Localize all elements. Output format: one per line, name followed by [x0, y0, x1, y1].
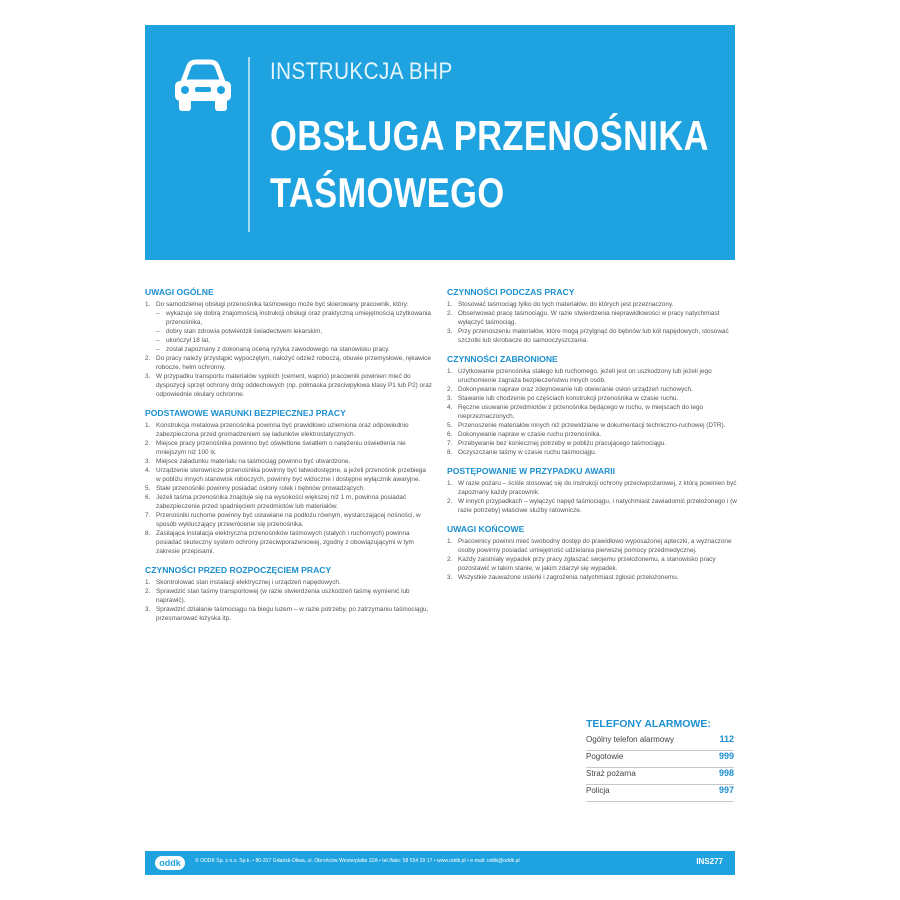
list-item — [145, 439, 432, 457]
list-item — [447, 309, 737, 327]
list-item-text: został zapoznany z dokonaną oceną ryzyka zawodowego na stanowisku pracy. — [166, 346, 390, 353]
list-item-text: Dokonywanie napraw oraz zdejmowanie lub otwieranie osłon urządzeń ruchowych. — [458, 386, 693, 393]
phone-row — [586, 751, 734, 768]
phone-number: 112 — [719, 734, 734, 744]
list-marker: 2. — [447, 498, 453, 505]
list-item — [447, 367, 737, 385]
list-item — [145, 372, 432, 399]
list-marker: 5. — [145, 485, 151, 492]
list-marker: 1. — [447, 368, 453, 375]
list-item — [447, 439, 737, 448]
list-item-text: Skontrolować stan instalacji elektrycznej i urządzeń napędowych. — [156, 579, 341, 586]
list-marker: – — [156, 310, 160, 317]
section-title-podstawowe-warunki-bezpiecznej-pracy: PODSTAWOWE WARUNKI BEZPIECZNEJ PRACY — [145, 408, 346, 418]
list-item — [145, 493, 432, 511]
list-item — [447, 300, 737, 309]
list-item-text: Wszystkie zauważone usterki i zagrożenia natychmiast zgłosić przełożonemu. — [458, 574, 679, 581]
list-item-text: Stosować taśmociąg tylko do tych materiałów, do których jest przeznaczony. — [458, 301, 674, 308]
section-title-postepowanie-w-przypadku-awarii: POSTĘPOWANIE W PRZYPADKU AWARII — [447, 466, 616, 476]
list-marker: 2. — [447, 310, 453, 317]
list-item-text: Miejsce załadunku materiału na taśmociąg powinno być utwardzone. — [156, 458, 351, 465]
footer-contact: © ODDK Sp. z o.o. Sp.k. • 80-317 Gdańsk-Oliwa, ul. Obrońców Westerplatte 32A • tel./faks: 58 554 29 17 • www.oddk.pl • e-mail: oddk@oddk.pl — [195, 858, 520, 864]
list-item-text: Do samodzielnej obsługi przenośnika taśmowego może być skierowany pracownik, który: — [156, 301, 409, 308]
list-item — [145, 300, 432, 309]
list-item — [145, 484, 432, 493]
list-item-text: Stawanie lub chodzenie po częściach konstrukcji przenośnika w czasie ruchu. — [458, 395, 679, 402]
list-marker: 8. — [447, 449, 453, 456]
list-item — [145, 578, 432, 587]
list-marker: – — [156, 337, 160, 344]
sub-list-item — [145, 336, 432, 345]
list-item — [447, 555, 737, 573]
section-title-czynnosci-podczas-pracy: CZYNNOŚCI PODCZAS PRACY — [447, 287, 575, 297]
list-item-text: Obserwować pracę taśmociągu. W razie stwierdzenia nieprawidłowości w pracy natychmiast wyłączyć taśmociąg. — [458, 310, 720, 326]
list-marker: 4. — [145, 467, 151, 474]
list-item — [447, 421, 737, 430]
list-item-text: Sprawdzić stan taśmy transportowej (w razie stwierdzenia uszkodzeń taśmę wymienić lub naprawić). — [156, 588, 410, 604]
list-marker: 6. — [447, 431, 453, 438]
list-item — [447, 497, 737, 515]
list-item-text: Sprawdzić działanie taśmociągu na biegu luzem – w razie potrzeby, po zatrzymaniu taśmociągu, przesmarować łożyska itp. — [156, 606, 429, 622]
section-title-uwagi-koncowe: UWAGI KOŃCOWE — [447, 524, 525, 534]
list-item — [145, 529, 432, 556]
list-item — [145, 457, 432, 466]
section-title-uwagi-ogolne: UWAGI OGÓLNE — [145, 287, 214, 297]
section-title-czynnosci-zabronione: CZYNNOŚCI ZABRONIONE — [447, 354, 558, 364]
list-marker: 5. — [447, 422, 453, 429]
list-item — [447, 327, 737, 345]
list-item-text: W przypadku transportu materiałów sypkich (cement, wapno) pracownik powinien mieć do dyspozycji sprzęt ochrony dróg oddechowych (np. półmaska przeciwpyłowa klasy P1 lub P2) oraz odpowiednie okulary ochronne. — [156, 373, 432, 398]
list-item — [447, 394, 737, 403]
list-item-text: Przy przenoszeniu materiałów, które mogą przylgnąć do bębnów lub kół napędowych, stosować szczotki lub skrobacze do samooczyszczania. — [458, 328, 729, 344]
list-item — [447, 479, 737, 497]
sub-list-item — [145, 309, 432, 327]
list-marker: 3. — [447, 574, 453, 581]
phones-title: TELEFONY ALARMOWE: — [586, 718, 711, 730]
list-item-text: Konstrukcja metalowa przenośnika powinna być prawidłowo uziemiona oraz odpowiednio zabezpieczona przed gromadzeniem się ładunków elektrostatycznych. — [156, 422, 409, 438]
list-item — [447, 573, 737, 582]
list-marker: 1. — [447, 480, 453, 487]
header-banner — [145, 25, 735, 260]
list-item — [145, 587, 432, 605]
list-marker: 2. — [447, 386, 453, 393]
list-item-text: Ręczne usuwanie przedmiotów z przenośnika będącego w ruchu, w miejscach do tego nieprzeznaczonych. — [458, 404, 704, 420]
list-item — [145, 421, 432, 439]
sub-list-item — [145, 345, 432, 354]
header-divider — [248, 57, 250, 232]
list-marker: 6. — [145, 494, 151, 501]
list-item-text: W innych przypadkach – wyłączyć napęd taśmociągu, i natychmiast zawiadomić przełożonego i (w razie potrzeby) właściwe służby ratownicze. — [458, 498, 737, 514]
list-marker: 4. — [447, 404, 453, 411]
section-list — [145, 421, 432, 556]
phone-label: Straż pożarna — [586, 769, 636, 778]
section-list — [447, 537, 737, 582]
list-item-text: W razie pożaru – ściśle stosować się do instrukcji ochrony przeciwpożarowej, z którą powinien być zapoznany każdy pracownik. — [458, 480, 737, 496]
list-item-text: Do pracy należy przystąpić wypoczętym, nałożyć odzież roboczą, obuwie przemysłowe, rękawice robocze, hełm ochronny. — [156, 355, 431, 371]
phone-label: Policja — [586, 786, 610, 795]
list-marker: 1. — [447, 538, 453, 545]
list-item-text: Dokonywanie napraw w czasie ruchu przenośnika. — [458, 431, 602, 438]
list-item-text: Urządzenie sterownicze przenośnika powinny być łatwodostępne, a jeżeli przenośnik przebiega w pobliżu innych stanowisk roboczych, powinny być widoczne i dostępne wyłącznik awaryjne. — [156, 467, 426, 483]
phone-row — [586, 785, 734, 802]
right-column — [447, 287, 737, 582]
list-item — [447, 430, 737, 439]
list-item-text: Stałe przenośniki powinny posiadać osłony rolek i bębnów prowadzących. — [156, 485, 365, 492]
list-item — [145, 354, 432, 372]
instruction-sheet — [145, 25, 735, 875]
list-item — [145, 605, 432, 623]
section-list — [447, 300, 737, 345]
list-item-text: Użytkowanie przenośnika stałego lub ruchomego, jeżeli jest on uszkodzony lub jeżeli jego uruchomienie zagraża bezpieczeństwu innych osób. — [458, 368, 712, 384]
list-marker: 3. — [145, 373, 151, 380]
list-marker: 1. — [447, 301, 453, 308]
list-item — [447, 403, 737, 421]
section-list — [145, 578, 432, 623]
phone-number: 997 — [718, 785, 734, 795]
list-item — [145, 466, 432, 484]
list-marker: 2. — [145, 440, 151, 447]
list-marker: 1. — [145, 579, 151, 586]
list-marker: 3. — [145, 606, 151, 613]
list-item-text: dobry stan zdrowia potwierdził świadectwem lekarskim, — [166, 328, 323, 335]
oddk-logo: oddk — [155, 856, 185, 870]
list-marker: 3. — [145, 458, 151, 465]
section-list — [447, 479, 737, 515]
list-item-text: Przebywanie bez koniecznej potrzeby w pobliżu pracującego taśmociągu. — [458, 440, 667, 447]
list-marker: 7. — [145, 512, 151, 519]
phone-row — [586, 768, 734, 785]
phone-label: Pogotowie — [586, 752, 624, 761]
list-marker: 8. — [145, 530, 151, 537]
phone-number: 998 — [718, 768, 734, 778]
section-list — [145, 300, 432, 399]
list-marker: 2. — [145, 355, 151, 362]
list-item — [447, 385, 737, 394]
list-marker: 3. — [447, 328, 453, 335]
list-marker: 2. — [145, 588, 151, 595]
document-title: OBSŁUGA PRZENOŚNIKA TAŚMOWEGO — [270, 112, 708, 216]
list-item — [447, 537, 737, 555]
car-icon — [171, 58, 235, 114]
list-marker: – — [156, 328, 160, 335]
list-marker: 2. — [447, 556, 453, 563]
document-code: INS277 — [696, 857, 723, 866]
list-marker: – — [156, 346, 160, 353]
list-item — [145, 511, 432, 529]
sub-list-item — [145, 327, 432, 336]
list-item-text: Pracownicy powinni mieć swobodny dostęp do prawidłowo wyposażonej apteczki, a wyznaczone osoby powinny posiadać umiejętność udzielania pierwszej pomocy przedmedycznej. — [458, 538, 732, 554]
list-item-text: wykazuje się dobrą znajomością instrukcji obsługi oraz praktyczną umiejętnością użytkowania przenośnika, — [166, 310, 431, 326]
list-item-text: ukończył 18 lat, — [166, 337, 211, 344]
section-list — [447, 367, 737, 457]
list-marker: 1. — [145, 301, 151, 308]
emergency-phones — [586, 717, 736, 802]
list-item-text: Zasilająca instalacja elektryczna przenośników taśmowych (stałych i ruchomych) powinna posiadać skuteczny system ochrony przeciwporażeniowej, zgodny z obowiązującymi w tym zakresie przepisami. — [156, 530, 414, 555]
list-marker: 7. — [447, 440, 453, 447]
list-marker: 1. — [145, 422, 151, 429]
phone-label: Ogólny telefon alarmowy — [586, 735, 675, 744]
document-type: INSTRUKCJA BHP — [270, 58, 453, 85]
list-marker: 3. — [447, 395, 453, 402]
list-item-text: Jeżeli taśma przenośnika znajduje się na wysokości większej niż 1 m, powinna posiadać zabezpieczenie przed spadnięciem przedmiotów lub materiałów. — [156, 494, 407, 510]
list-item-text: Przenoszenie materiałów innych niż przewidziane w dokumentacji techniczno-ruchowej (DTR). — [458, 422, 726, 429]
list-item-text: Każdy zaistniały wypadek przy pracy zgłaszać swojemu przełożonemu, a stanowisko pracy pozostawić w takim stanie, w jakim zdarzył się wypadek. — [458, 556, 716, 572]
phone-number: 999 — [718, 751, 734, 761]
left-column — [145, 287, 432, 623]
list-item — [447, 448, 737, 457]
footer-bar — [145, 851, 735, 875]
phone-row — [586, 734, 734, 751]
list-item-text: Przenośniki ruchome powinny być ustawiane na podłożu równym, wystarczającej nośności, w sposób wykluczający przewrócenie się przenośnika. — [156, 512, 421, 528]
list-item-text: Miejsce pracy przenośnika powinno być oświetlone światłem o natężeniu oświetlenia nie mniejszym niż 100 lx. — [156, 440, 406, 456]
section-title-czynnosci-przed-rozpoczeciem-pracy: CZYNNOŚCI PRZED ROZPOCZĘCIEM PRACY — [145, 565, 332, 575]
list-item-text: Oczyszczanie taśmy w czasie ruchu taśmociągu. — [458, 449, 597, 456]
